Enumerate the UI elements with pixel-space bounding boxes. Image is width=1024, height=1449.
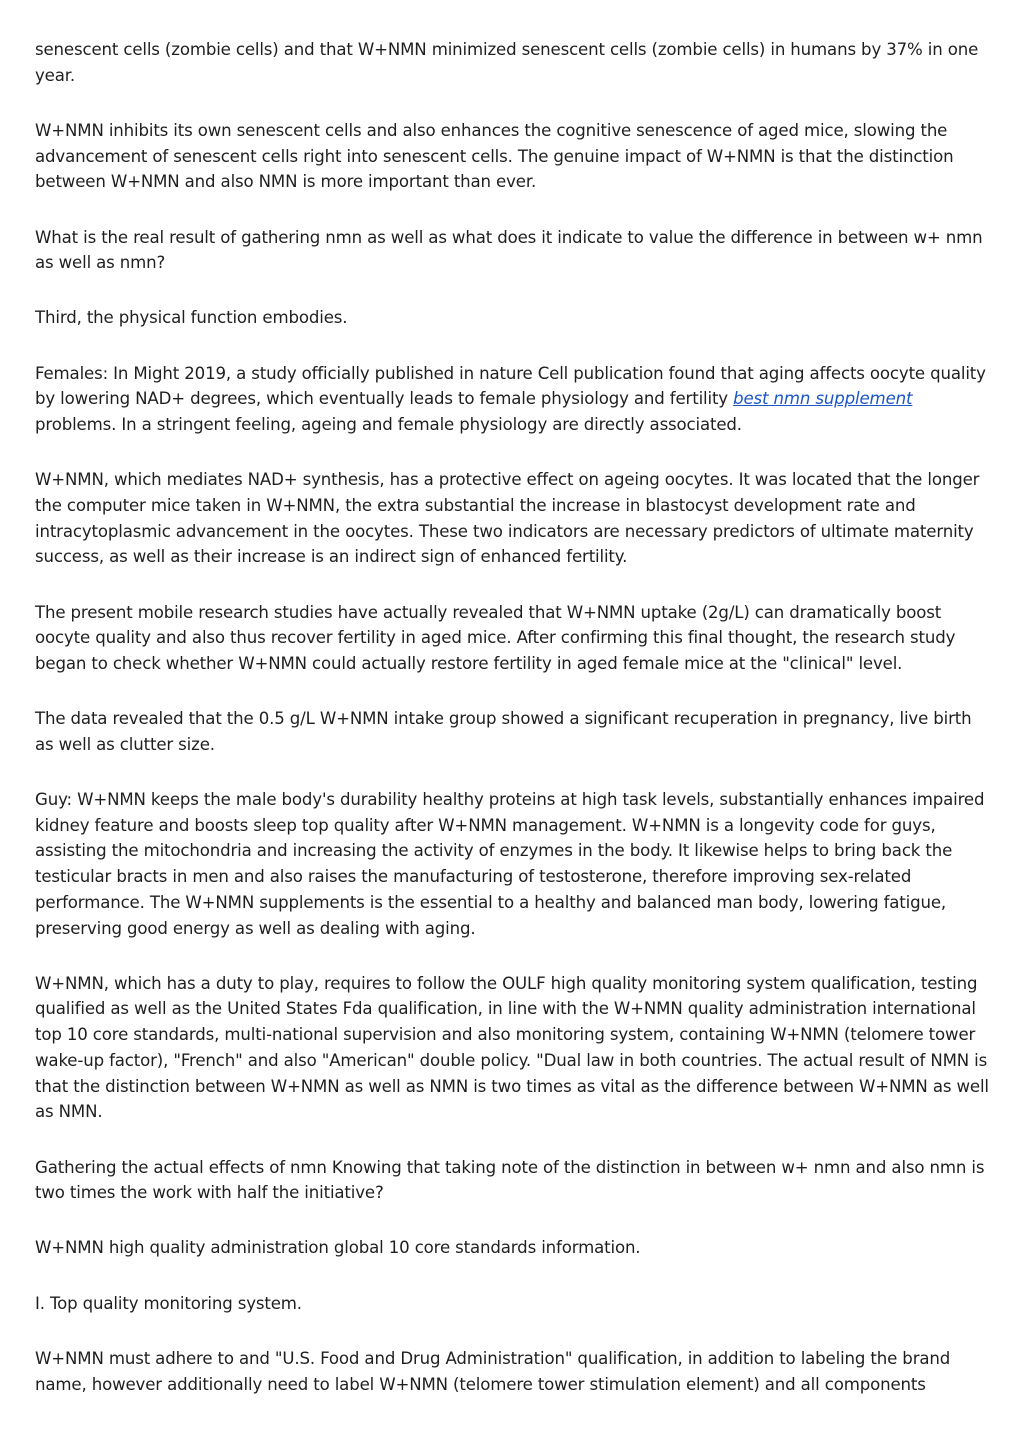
paragraph: What is the real result of gathering nmn as well as what does it indicate to value the difference in between w+ nmn as well as nmn? [35, 227, 983, 273]
document-page [35, 37, 995, 1427]
paragraph: senescent cells (zombie cells) and that W+NMN minimized senescent cells (zombie cells) in humans by 37% in one year. [35, 40, 979, 85]
best-nmn-supplement-link[interactable]: best nmn supplement [733, 389, 913, 409]
paragraph: Gathering the actual effects of nmn Knowing that taking note of the distinction in between w+ nmn and also nmn is two times the work with half the initiative? [35, 1157, 985, 1203]
paragraph: W+NMN, which has a duty to play, requires to follow the OULF high quality monitoring system qualification, testing qualified as well as the United States Fda qualification, in line with the W+NMN quality administration international top 10 core standards, multi-national supervision and also monitoring system, containing W+NMN (telomere tower wake-up factor), "French" and also "American" double policy. "Dual law in both countries. The actual result of NMN is that the distinction between W+NMN as well as NMN is two times as vital as the difference between W+NMN as well as NMN. [35, 973, 989, 1122]
paragraph-with-link [35, 361, 995, 438]
paragraph: W+NMN must adhere to and "U.S. Food and Drug Administration" qualification, in addition to labeling the brand name, however additionally need to label W+NMN (telomere tower stimulation element) and all components [35, 1348, 951, 1394]
paragraph: Third, the physical function embodies. [35, 308, 348, 328]
paragraph: I. Top quality monitoring system. [35, 1293, 302, 1313]
paragraph: The data revealed that the 0.5 g/L W+NMN intake group showed a significant recuperation in pregnancy, live birth as well as clutter size. [35, 709, 972, 754]
paragraph-text: Females: In Might 2019, a study officially published in nature Cell publication found that aging affects oocyte quality by lowering NAD+ degrees, which eventually leads to female physiology and fertility [35, 363, 986, 409]
paragraph: W+NMN, which mediates NAD+ synthesis, has a protective effect on ageing oocytes. It was located that the longer the computer mice taken in W+NMN, the extra substantial the increase in blastocyst development rate and intracytoplasmic advancement in the oocytes. These two indicators are necessary predictors of ultimate maternity success, as well as their increase is an indirect sign of enhanced fertility. [35, 470, 980, 567]
paragraph: W+NMN high quality administration global 10 core standards information. [35, 1238, 641, 1258]
paragraph-text: problems. In a stringent feeling, ageing and female physiology are directly associated. [35, 415, 742, 435]
paragraph: The present mobile research studies have actually revealed that W+NMN uptake (2g/L) can dramatically boost oocyte quality and also thus recover fertility in aged mice. After confirming this final thought, the research study began to check whether W+NMN could actually restore fertility in aged female mice at the "clinical" level. [35, 602, 956, 673]
paragraph: W+NMN inhibits its own senescent cells and also enhances the cognitive senescence of aged mice, slowing the advancement of senescent cells right into senescent cells. The genuine impact of W+NMN is that the distinction between W+NMN and also NMN is more important than ever. [35, 120, 954, 192]
paragraph: Guy: W+NMN keeps the male body's durability healthy proteins at high task levels, substantially enhances impaired kidney feature and boosts sleep top quality after W+NMN management. W+NMN is a longevity code for guys, assisting the mitochondria and increasing the activity of enzymes in the body. It likewise helps to bring back the testicular bracts in men and also raises the manufacturing of testosterone, therefore improving sex-related performance. The W+NMN supplements is the essential to a healthy and balanced man body, lowering fatigue, preserving good energy as well as dealing with aging. [35, 790, 985, 938]
